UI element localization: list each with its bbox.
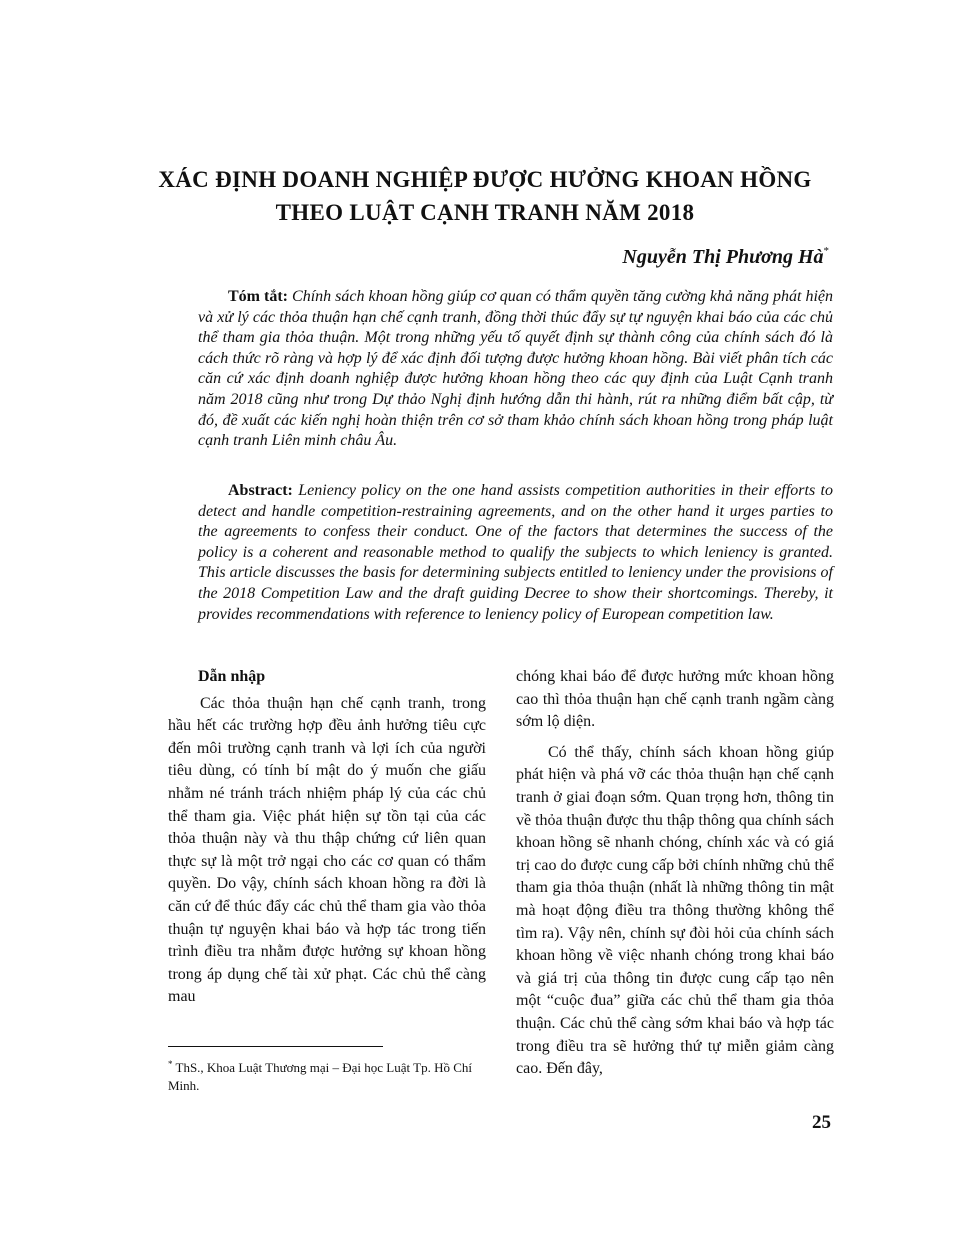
author-name: Nguyễn Thị Phương Hà	[622, 246, 824, 268]
author-footnote-marker: *	[823, 245, 829, 257]
page-number: 25	[812, 1112, 831, 1133]
footnote-divider	[168, 1046, 383, 1047]
footnote	[168, 1055, 486, 1095]
article-title-line-2: THEO LUẬT CẠNH TRANH NĂM 2018	[275, 200, 695, 225]
footnote-text: ThS., Khoa Luật Thương mại – Đại học Luật Tp. Hồ Chí Minh.	[168, 1060, 473, 1093]
body-column-left	[168, 666, 486, 1009]
vietnamese-summary-text: Chính sách khoan hồng giúp cơ quan có thẩm quyền tăng cường khả năng phát hiện và xử lý các thỏa thuận hạn chế cạnh tranh, đồng thời thúc đẩy sự tự nguyện khai báo của các chủ thể tham gia thỏa thuận. Một trong những yếu tố quyết định sự thành công của chính sách đó là cách thức rõ ràng và hợp lý để xác định đối tượng được hưởng khoan hồng. Bài viết phân tích các căn cứ xác định doanh nghiệp được hưởng khoan hồng theo các quy định của Luật Cạnh tranh năm 2018 cũng như trong Dự thảo Nghị định hướng dẫn thi hành, rút ra những điểm bất cập, từ đó, đề xuất các kiến nghị hoàn thiện trên cơ sở tham khảo chính sách khoan hồng trong pháp luật cạnh tranh Liên minh châu Âu.	[198, 288, 834, 450]
english-abstract-label: Abstract:	[228, 482, 293, 499]
author-byline	[622, 245, 829, 269]
vietnamese-summary-label: Tóm tắt:	[228, 288, 288, 305]
section-heading: Dẫn nhập	[198, 668, 266, 685]
vietnamese-summary	[198, 287, 833, 452]
article-title	[120, 163, 850, 229]
body-paragraph-continued: chóng khai báo để được hưởng mức khoan hồng cao thì thỏa thuận hạn chế cạnh tranh ngầm càng sớm lộ diện.	[516, 668, 834, 731]
body-paragraph: Các thỏa thuận hạn chế cạnh tranh, trong hầu hết các trường hợp đều ảnh hưởng tiêu cực đến môi trường cạnh tranh và lợi ích của người tiêu dùng, có tính bí mật do ý muốn che giấu nhằm né tránh trách nhiệm pháp lý của các chủ thể tham gia. Việc phát hiện sự tồn tại của các thỏa thuận này và thu thập chứng cứ liên quan thực sự là một trở ngại cho các cơ quan có thẩm quyền. Do vậy, chính sách khoan hồng ra đời là căn cứ để thúc đẩy các chủ thể tham gia vào thỏa thuận tự nguyện khai báo và hợp tác trong tiến trình điều tra nhằm được hưởng sự khoan hồng trong áp dụng chế tài xử phạt. Các chủ thể càng mau	[168, 694, 486, 1006]
english-abstract	[198, 481, 833, 625]
body-paragraph: Có thể thấy, chính sách khoan hồng giúp phát hiện và phá vỡ các thỏa thuận hạn chế cạnh tranh ở giai đoạn sớm. Quan trọng hơn, thông tin về thỏa thuận được thu thập thông qua chính sách khoan hồng sẽ nhanh chóng, chính xác và có giá trị cao do được cung cấp bởi chính những chủ thể tham gia thỏa thuận (nhất là những thông tin mật mà hoạt động điều tra thông thường không thể tìm ra). Vậy nên, chính sự đòi hỏi của chính sách khoan hồng về việc nhanh chóng trong khai báo và giá trị của thông tin được cung cấp tạo nên một “cuộc đua” giữa các chủ thể tham gia thỏa thuận. Các chủ thể càng sớm khai báo và hợp tác trong điều tra sẽ hưởng thứ tự miễn giảm càng cao. Đến đây,	[516, 743, 834, 1078]
english-abstract-text: Leniency policy on the one hand assists competition authorities in their efforts to detect and handle competition-restraining agreements, and on the other hand it urges parties to the agreements to confess their conduct. One of the factors that determines the success of the policy is a coherent and reasonable method to qualify the subjects to which leniency is granted. This article discusses the basis for determining subjects entitled to leniency under the provisions of the 2018 Competition Law and the draft guiding Decree to show their shortcomings. Thereby, it provides recommendations with reference to leniency policy of European competition law.	[198, 482, 834, 623]
body-column-right	[516, 666, 834, 1081]
article-title-line-1: XÁC ĐỊNH DOANH NGHIỆP ĐƯỢC HƯỞNG KHOAN HỒNG	[158, 167, 812, 192]
footnote-marker: *	[168, 1059, 173, 1069]
